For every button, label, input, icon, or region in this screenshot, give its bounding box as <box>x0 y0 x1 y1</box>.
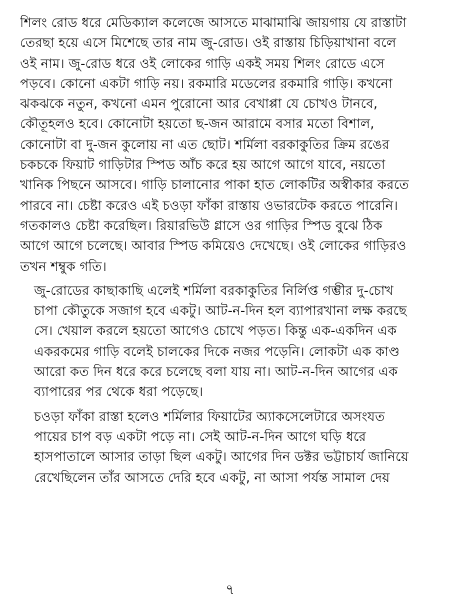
paragraph-3 <box>20 408 444 489</box>
text-line: গতকালও চেষ্টা করেছিল। রিয়ারভিউ গ্লাসে ওর গাড়ির স্পিড বুঝে ঠিক <box>20 218 383 234</box>
text-line: সে। খেয়াল করলে হয়তো আগেও চোখে পড়ত। কিন্তু এক-একদিন এক <box>34 324 397 340</box>
text-line: হাসপাতালে আসার তাড়া ছিল একটু। আগের দিন ডক্টর ভট্টাচার্য জানিয়ে <box>34 450 409 466</box>
text-line: তেরছা হয়ে এসে মিশেছে তার নাম জু-রোড। ওই রাস্তায় চিড়িয়াখানা বলে <box>20 36 397 52</box>
text-line: জু-রোডের কাছাকাছি এলেই শর্মিলা বরকাকুতির নির্লিপ্ত গম্ভীর দু-চোখ <box>34 283 394 299</box>
paragraph-1 <box>20 14 444 278</box>
text-line: চওড়া ফাঁকা রাস্তা হলেও শর্মিলার ফিয়াটের অ্যাকসেলেটারে অসংযত <box>34 409 385 425</box>
text-line: আগে আগে চলেছে। আবার স্পিড কমিয়েও দেখেছে। ওই লোকের গাড়িরও <box>20 239 407 255</box>
text-line: ওই নাম। জু-রোড ধরে ওই লোকের গাড়ি একই সময় শিলং রোডে এসে <box>20 56 385 72</box>
text-line: পারবে না। চেষ্টা করেও এই চওড়া ফাঁকা রাস্তায় ওভারটেক করতে পারেনি। <box>20 198 398 214</box>
text-line: পড়বে। কোনো একটা গাড়ি নয়। রকমারি মডেলের রকমারি গাড়ি। কখনো <box>20 76 393 92</box>
text-line: ব্যাপারের পর থেকে ধরা পড়েছে। <box>34 385 204 401</box>
text-line: কোনোটা বা দু-জন কুলোয় না এত ছোট। শর্মিলা বরকাকুতির ক্রিম রঙের <box>20 137 390 153</box>
text-line: রেখেছিলেন তাঁর আসতে দেরি হবে একটু, না আসা পর্যন্ত সামাল দেয় <box>34 470 390 486</box>
text-line: চকচকে ফিয়াট গাড়িটার স্পিড আঁচ করে হয় আগে আগে যাবে, নয়তো <box>20 158 386 174</box>
text-line: ঝকঝকে নতুন, কখনো এমন পুরোনো আর বেখাপ্পা যে চোখও টানবে, <box>20 97 378 113</box>
text-line: একরকমের গাড়ি বলেই চালকের দিকে নজর পড়েনি। লোকটা এক কাণ্ড <box>34 344 400 360</box>
text-line: কৌতূহলও হবে। কোনোটা হয়তো ছ-জন আরামে বসার মতো বিশাল, <box>20 117 375 133</box>
text-line: চাপা কৌতুকে সজাগ হবে একটু। আট-ন-দিন হল ব্যাপারখানা লক্ষ করছে <box>34 304 407 320</box>
text-line: খানিক পিছনে আসবে। গাড়ি চালানোর পাকা হাত লোকটির অস্বীকার করতে <box>20 178 410 194</box>
text-line: শিলং রোড ধরে মেডিক্যাল কলেজে আসতে মাঝামাঝি জায়গায় যে রাস্তাটা <box>20 16 407 31</box>
text-line: তখন শম্বুক গতি। <box>20 259 107 275</box>
paragraph-2 <box>20 282 444 404</box>
page-number: ৭ <box>225 582 235 598</box>
text-line: পায়ের চাপ বড় একটা পড়ে না। সেই আট-ন-দিন আগে ঘড়ি ধরে <box>34 429 367 445</box>
text-line: আরো কত দিন ধরে করে চলেছে বলা যায় না। আট-ন-দিন আগের এক <box>34 365 398 381</box>
